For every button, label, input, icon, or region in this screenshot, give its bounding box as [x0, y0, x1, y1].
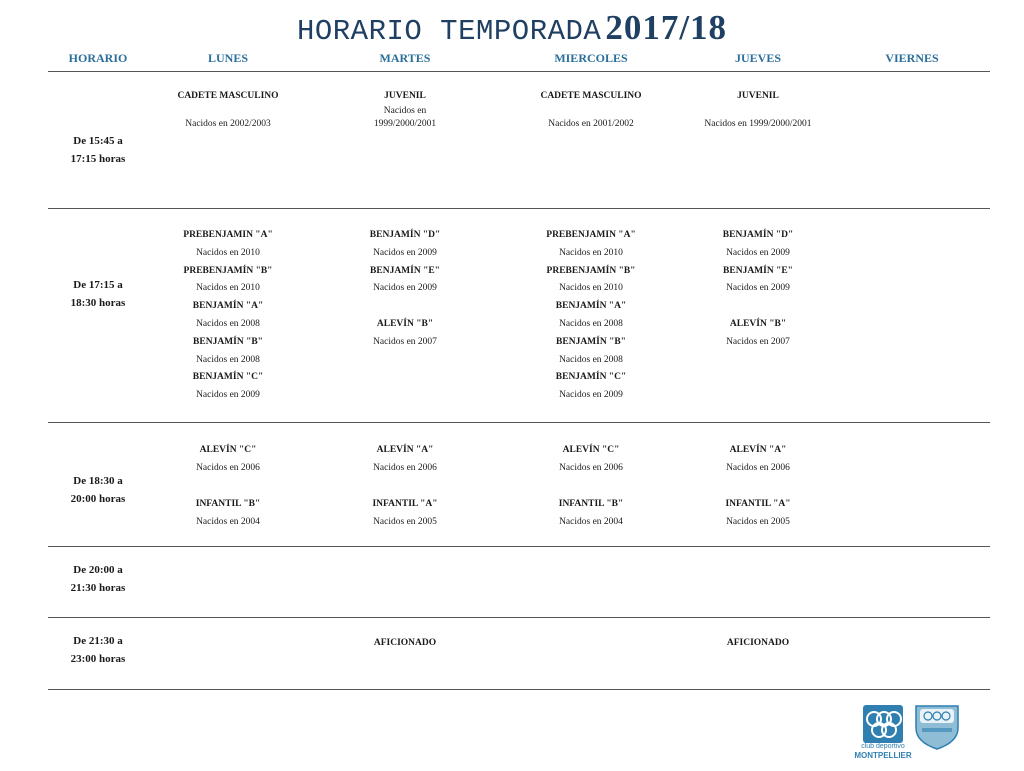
cell-r2-martes [325, 227, 485, 352]
cell-r2-jueves [678, 227, 838, 352]
club-name: MONTPELLIER [854, 751, 912, 760]
group-label: BENJAMÍN "B" [556, 336, 626, 347]
spacer [148, 477, 308, 495]
group-label: BENJAMÍN "B" [193, 336, 263, 347]
birth-years: Nacidos en 2010 [559, 283, 623, 294]
group-label: AFICIONADO [373, 638, 437, 648]
group-label: PREBENJAMIN "A" [183, 230, 273, 240]
group-label: CADETE MASCULINO [177, 91, 279, 101]
birth-years: Nacidos en 2010 [196, 247, 260, 258]
divider-bottom [48, 689, 990, 690]
group-label: BENJAMÍN "A" [192, 301, 264, 312]
birth-years: Nacidos en 2010 [196, 283, 260, 294]
header-lunes: LUNES [207, 51, 248, 65]
birth-years: Nacidos en 2004 [559, 517, 623, 527]
birth-years: Nacidos en 2006 [196, 463, 260, 473]
birth-years: Nacidos en 2006 [726, 463, 790, 473]
cell-r3-martes [325, 441, 485, 531]
time-end: 18:30 horas [70, 297, 126, 309]
time-start: De 18:30 a [73, 475, 123, 487]
time-end: 21:30 horas [70, 582, 126, 594]
cell-r1-lunes [148, 90, 308, 130]
group-label: INFANTIL "A" [372, 499, 438, 509]
birth-years: Nacidos en 2005 [726, 517, 790, 527]
divider-header [48, 71, 990, 72]
group-label: BENJAMÍN "C" [192, 372, 264, 383]
group-label: ALEVÍN "C" [199, 445, 257, 455]
time-slot-3 [48, 472, 148, 508]
time-slot-4 [48, 561, 148, 597]
group-label: BENJAMÍN "E" [723, 265, 793, 276]
cell-r5-martes [325, 637, 485, 649]
birth-years: Nacidos en 2008 [559, 354, 623, 365]
birth-years: Nacidos en 2009 [196, 390, 260, 401]
cell-r1-miercoles [511, 90, 671, 130]
cell-r2-miercoles [511, 227, 671, 405]
divider-row-2 [48, 422, 990, 423]
cell-r1-jueves [678, 90, 838, 130]
group-label: BENJAMÍN "A" [555, 301, 627, 312]
time-end: 17:15 horas [70, 153, 126, 165]
group-label: ALEVÍN "A" [376, 445, 434, 455]
club-shield-logo [912, 702, 962, 750]
birth-years: Nacidos en 2009 [373, 283, 437, 294]
birth-years: Nacidos en 2005 [373, 517, 437, 527]
header-viernes: VIERNES [885, 51, 939, 65]
group-label: INFANTIL "A" [725, 499, 791, 509]
group-label: BENJAMÍN "C" [555, 372, 627, 383]
birth-years: Nacidos en 2009 [726, 247, 790, 258]
spacer [148, 103, 308, 118]
time-start: De 17:15 a [73, 279, 123, 291]
spacer [325, 298, 485, 316]
birth-years: Nacidos en 2007 [373, 336, 437, 347]
group-label: BENJAMÍN "D" [369, 230, 441, 240]
header-jueves: JUEVES [734, 51, 781, 65]
time-end: 23:00 horas [70, 653, 126, 665]
spacer [511, 103, 671, 118]
birth-years: Nacidos en 2009 [373, 247, 437, 258]
cell-r1-martes [325, 90, 485, 130]
divider-row-1 [48, 208, 990, 209]
birth-years: Nacidos en 2006 [559, 463, 623, 473]
time-slot-1 [48, 132, 148, 168]
spacer [325, 477, 485, 495]
birth-years: Nacidos en 2002/2003 [185, 119, 271, 129]
page-title [0, 8, 1024, 48]
group-label: PREBENJAMÍN "B" [546, 265, 636, 276]
group-label: JUVENIL [737, 91, 779, 101]
birth-years: Nacidos en 2009 [726, 283, 790, 294]
birth-years: Nacidos en 2006 [373, 463, 437, 473]
group-label: ALEVÍN "A" [729, 445, 787, 455]
header-miercoles: MIERCOLES [554, 51, 628, 65]
group-label: BENJAMÍN "E" [370, 265, 440, 276]
birth-years: Nacidos en 2001/2002 [548, 119, 634, 129]
club-rings-logo [863, 705, 903, 743]
cell-r3-miercoles [511, 441, 671, 531]
time-start: De 15:45 a [73, 135, 123, 147]
club-tagline: club deportivo [861, 743, 905, 750]
title-text: HORARIO TEMPORADA [296, 15, 602, 48]
birth-years-line2: 1999/2000/2001 [373, 119, 437, 129]
birth-years: Nacidos en 2008 [196, 354, 260, 365]
spacer [678, 103, 838, 118]
birth-years: Nacidos en 1999/2000/2001 [704, 119, 812, 129]
group-label: BENJAMÍN "D" [722, 230, 794, 240]
cell-r3-lunes [148, 441, 308, 531]
birth-years: Nacidos en 2009 [559, 390, 623, 401]
group-label: ALEVÍN "B" [376, 318, 434, 329]
group-label: INFANTIL "B" [195, 499, 261, 509]
ring-icon [881, 722, 897, 738]
spacer [678, 477, 838, 495]
group-label: PREBENJAMÍN "B" [183, 265, 273, 276]
group-label: ALEVÍN "B" [729, 318, 787, 329]
group-label: AFICIONADO [726, 638, 790, 648]
birth-years: Nacidos en 2008 [559, 318, 623, 329]
cell-r2-lunes [148, 227, 308, 405]
header-horario: HORARIO [68, 51, 128, 65]
cell-r3-jueves [678, 441, 838, 531]
time-slot-5 [48, 632, 148, 668]
birth-years-line1: Nacidos en [383, 106, 427, 116]
spacer [678, 298, 838, 316]
group-label: ALEVÍN "C" [562, 445, 620, 455]
group-label: JUVENIL [384, 91, 426, 101]
time-start: De 20:00 a [73, 564, 123, 576]
cell-r5-jueves [678, 637, 838, 649]
group-label: PREBENJAMIN "A" [546, 230, 636, 240]
birth-years: Nacidos en 2010 [559, 247, 623, 258]
time-slot-2 [48, 276, 148, 312]
divider-row-3 [48, 546, 990, 547]
birth-years: Nacidos en 2008 [196, 318, 260, 329]
group-label: INFANTIL "B" [558, 499, 624, 509]
time-start: De 21:30 a [73, 635, 123, 647]
divider-row-4 [48, 617, 990, 618]
group-label: CADETE MASCULINO [540, 91, 642, 101]
header-martes: MARTES [379, 51, 431, 65]
birth-years: Nacidos en 2004 [196, 517, 260, 527]
title-season: 2017/18 [605, 8, 728, 47]
time-end: 20:00 horas [70, 493, 126, 505]
birth-years: Nacidos en 2007 [726, 336, 790, 347]
spacer [511, 477, 671, 495]
